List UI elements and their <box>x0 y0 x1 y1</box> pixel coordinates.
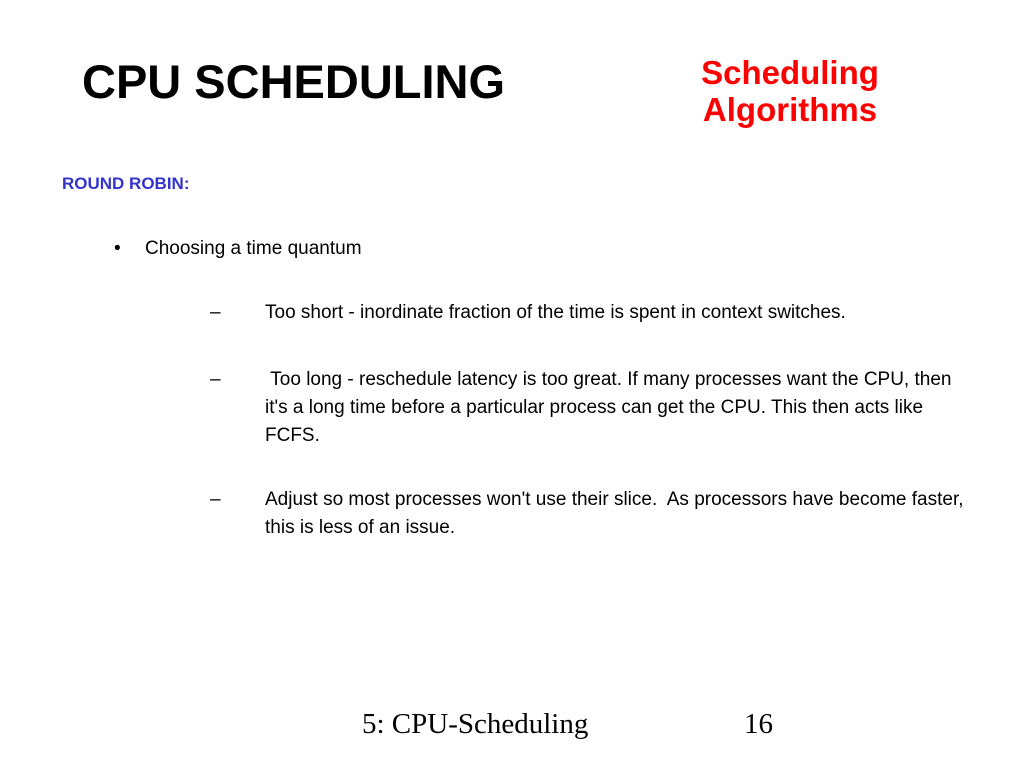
bullet-text: Choosing a time quantum <box>145 238 362 259</box>
dash-marker: – <box>210 369 221 390</box>
subitem-adjust <box>210 486 970 542</box>
subtitle-line-1: Scheduling <box>701 54 879 91</box>
subitem-too-short <box>210 299 970 327</box>
footer-page-number: 16 <box>744 708 773 740</box>
subitem-text: Too long - reschedule latency is too great. If many processes want the CPU, then it's a long time before a particular process can get the CPU. This then acts like FCFS. <box>265 369 957 446</box>
slide-subtitle <box>640 54 940 128</box>
subitem-text: Adjust so most processes won't use their slice. As processors have become faster, this is less of an issue. <box>265 489 969 538</box>
subitem-text: Too short - inordinate fraction of the time is spent in context switches. <box>265 302 846 323</box>
section-heading: ROUND ROBIN: <box>62 174 190 193</box>
slide-title: CPU SCHEDULING <box>82 55 506 108</box>
footer-chapter: 5: CPU-Scheduling <box>362 708 589 740</box>
bullet-item <box>114 237 362 261</box>
dash-marker: – <box>210 302 221 323</box>
dash-marker: – <box>210 489 221 510</box>
subtitle-line-2: Algorithms <box>702 91 878 128</box>
bullet-marker: • <box>114 238 121 259</box>
subitem-too-long <box>210 366 970 450</box>
